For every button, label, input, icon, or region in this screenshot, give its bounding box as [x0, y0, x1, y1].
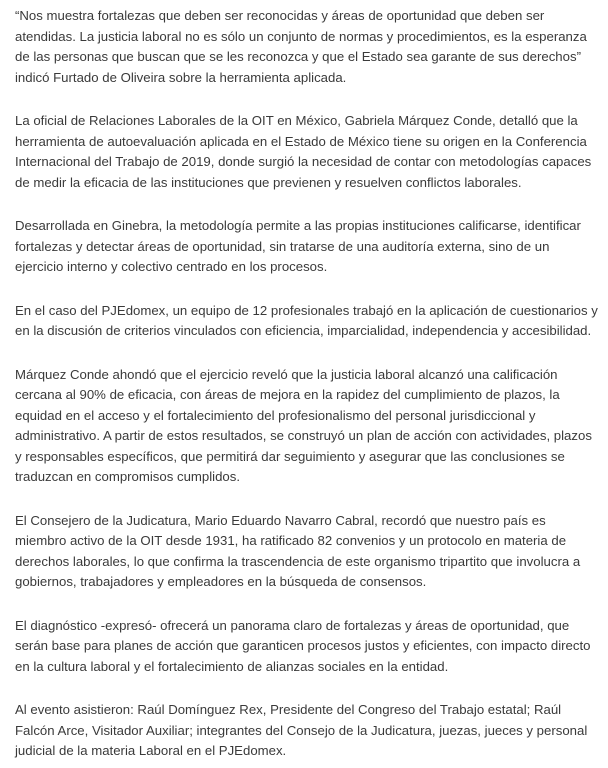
paragraph-diagnostic: El diagnóstico -expresó- ofrecerá un panorama claro de fortalezas y áreas de oportunidad, que serán base para planes de acción que garanticen procesos justos y eficientes, con impacto directo en la cultura laboral y el fortalecimiento de alianzas sociales en la entidad.	[15, 617, 591, 674]
paragraph-methodology: Desarrollada en Ginebra, la metodología permite a las propias instituciones calificarse, identificar fortalezas y detectar áreas de oportunidad, sin tratarse de una auditoría externa, sino de un ejercicio interno y colectivo centrado en los procesos.	[15, 218, 581, 274]
paragraph-marquez-origin: La oficial de Relaciones Laborales de la OIT en México, Gabriela Márquez Conde, detalló que la herramienta de autoevaluación aplicada en el Estado de México tiene su origen en la Conferencia Internacional del Trabajo de 2019, donde surgió la necesidad de contar con metodologías capaces de medir la eficacia de las instituciones que previenen y resuelven conflictos laborales.	[15, 113, 592, 190]
paragraph-attendees: Al evento asistieron: Raúl Domínguez Rex, Presidente del Congreso del Trabajo estatal; Raúl Falcón Arce, Visitador Auxiliar; integrantes del Consejo de la Judicatura, juezas, jueces y personal judicial de la materia Laboral en el PJEdomex.	[15, 702, 588, 758]
paragraph-navarro: El Consejero de la Judicatura, Mario Eduardo Navarro Cabral, recordó que nuestro país es miembro activo de la OIT desde 1931, ha ratificado 82 convenios y un protocolo en materia de derechos laborales, lo que confirma la trascendencia de este organismo tripartito que involucra a gobiernos, trabajadores y empleadores en la búsqueda de consensos.	[15, 512, 581, 589]
paragraph-results: Márquez Conde ahondó que el ejercicio reveló que la justicia laboral alcanzó una calificación cercana al 90% de eficacia, con áreas de mejora en la rapidez del cumplimiento de plazos, la equidad en el acceso y el fortalecimiento del profesionalismo del personal jurisdiccional y administrativo. A partir de estos resultados, se construyó un plan de acción con actividades, plazos y responsables específicos, que permitirá dar seguimiento y asegurar que las conclusiones se traduzcan en compromisos cumplidos.	[15, 366, 592, 484]
paragraph-furtado-quote: “Nos muestra fortalezas que deben ser reconocidas y áreas de oportunidad que deben ser atendidas. La justicia laboral no es sólo un conjunto de normas y procedimientos, es la esperanza de las personas que buscan que se les reconozca y que el Estado sea garante de sus derechos” indicó Furtado de Oliveira sobre la herramienta aplicada.	[15, 8, 587, 85]
paragraph-pjedomex-team: En el caso del PJEdomex, un equipo de 12 profesionales trabajó en la aplicación de cuestionarios y en la discusión de criterios vinculados con eficiencia, imparcialidad, independencia y accesibilidad.	[15, 302, 598, 338]
